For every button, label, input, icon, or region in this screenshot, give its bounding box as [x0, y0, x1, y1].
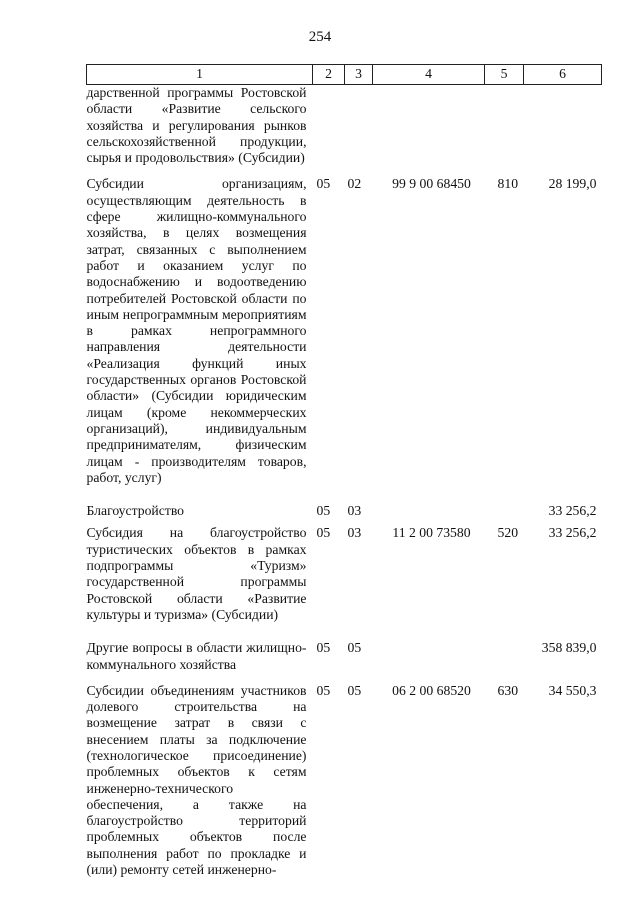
header-col-5: 5	[485, 65, 524, 85]
row-section: 05	[316, 640, 331, 656]
table-body	[87, 85, 602, 879]
table-row	[87, 519, 602, 623]
row-subsection	[345, 85, 373, 167]
row-section: 05	[316, 682, 331, 698]
row-description: Другие вопросы в области жилищно-коммунального хозяйства	[86, 640, 307, 672]
row-amount: 358 839,0	[541, 640, 597, 656]
header-col-6: 6	[524, 65, 602, 85]
row-amount: 28 199,0	[548, 176, 597, 192]
header-col-2: 2	[313, 65, 345, 85]
row-subsection: 03	[347, 525, 362, 541]
row-target-code	[373, 623, 485, 673]
row-section	[313, 85, 345, 167]
row-amount: 34 550,3	[548, 682, 597, 698]
table-row	[87, 673, 602, 879]
row-amount: 33 256,2	[548, 525, 597, 541]
header-col-3: 3	[345, 65, 373, 85]
row-target-code: 99 9 00 68450	[392, 176, 471, 192]
budget-table	[86, 64, 602, 878]
row-target-code: 11 2 00 73580	[392, 525, 471, 541]
row-subsection: 05	[347, 682, 362, 698]
table-row	[87, 85, 602, 167]
page-number: 254	[308, 29, 332, 45]
row-subsection: 03	[347, 503, 362, 519]
row-section: 05	[316, 176, 331, 192]
row-subsection: 05	[347, 640, 362, 656]
row-section: 05	[316, 503, 331, 519]
row-target-code: 06 2 00 68520	[392, 682, 471, 698]
table-row	[87, 486, 602, 519]
row-description: Субсидия на благоустройство туристических объектов в рамках подпрограммы «Туризм» государственной программы Ростовской области «Развитие культуры и туризма» (Субсидии)	[86, 525, 307, 622]
row-expense-type	[485, 85, 524, 167]
table-header	[87, 65, 602, 85]
table-row	[87, 623, 602, 673]
table-row	[87, 166, 602, 486]
header-col-4: 4	[373, 65, 485, 85]
row-description: Субсидии объединениям участников долевого строительства на возмещение затрат в связи с внесением платы за подключение (технологическое присоединение) проблемных объектов к сетям инженерно-технического обеспечения, а также на благоустройство территорий проблемных объектов после выполнения работ по прокладке и (или) ремонту сетей инженерно-	[86, 682, 307, 878]
row-expense-type: 810	[497, 176, 519, 192]
header-row	[87, 65, 602, 85]
row-target-code	[373, 85, 485, 167]
row-expense-type	[485, 623, 524, 673]
row-amount	[524, 85, 602, 167]
row-description: Благоустройство	[86, 503, 185, 519]
header-col-1: 1	[87, 65, 313, 85]
row-expense-type: 630	[497, 682, 519, 698]
row-section: 05	[316, 525, 331, 541]
row-subsection: 02	[347, 176, 362, 192]
row-expense-type	[485, 486, 524, 519]
row-amount: 33 256,2	[548, 503, 597, 519]
row-expense-type: 520	[497, 525, 519, 541]
row-description: Субсидии организациям, осуществляющим деятельность в сфере жилищно-коммунального хозяйства, в целях возмещения затрат, связанных с выполнением работ и оказанием услуг по водоснабжению и водоотведению потребителей Ростовской области по иным непрограммным мероприятиям в рамках непрограммного направления деятельности «Реализация функций иных государственных органов Ростовской области» (Субсидии юридическим лицам (кроме некоммерческих организаций), индивидуальным предпринимателям, физическим лицам - производителям товаров, работ, услуг)	[86, 176, 307, 485]
row-description: дарственной программы Ростовской области «Развитие сельского хозяйства и регулирования рынков сельскохозяйственной продукции, сырья и продовольствия» (Субсидии)	[86, 85, 307, 166]
row-target-code	[373, 486, 485, 519]
